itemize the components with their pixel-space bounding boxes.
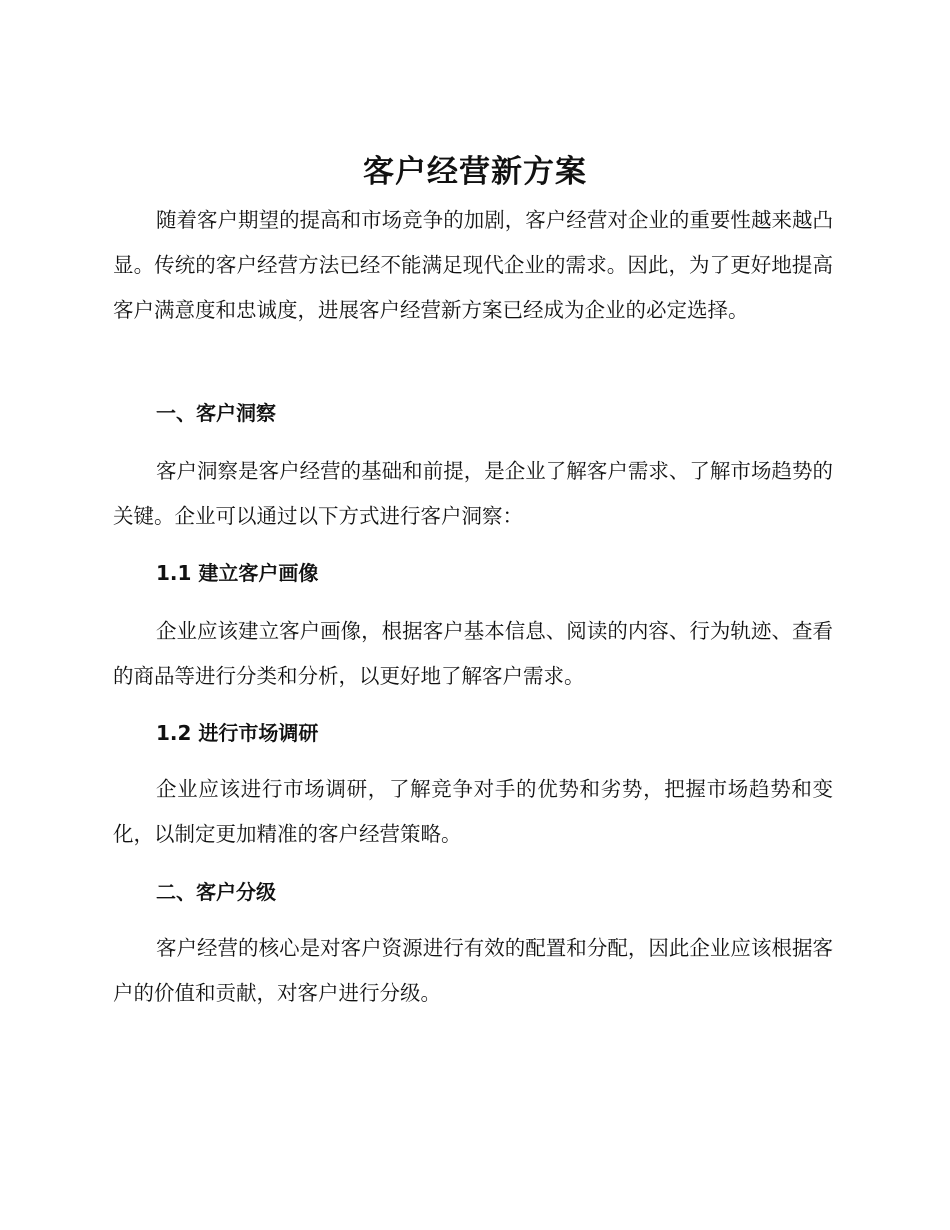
- subsection1-1-heading: 1.1 建立客户画像: [156, 561, 319, 585]
- subsection1-2-paragraph: 企业应该进行市场调研，了解竞争对手的优势和劣势，把握市场趋势和变化，以制定更加精准的客户经营策略。: [113, 777, 833, 846]
- section2-paragraph: 客户经营的核心是对客户资源进行有效的配置和分配，因此企业应该根据客户的价值和贡献，对客户进行分级。: [113, 936, 833, 1005]
- subsection1-1-paragraph: 企业应该建立客户画像，根据客户基本信息、阅读的内容、行为轨迹、查看的商品等进行分类和分析，以更好地了解客户需求。: [113, 619, 833, 688]
- intro-paragraph: 随着客户期望的提高和市场竞争的加剧，客户经营对企业的重要性越来越凸显。传统的客户经营方法已经不能满足现代企业的需求。因此，为了更好地提高客户满意度和忠诚度，进展客户经营新方案已经成为企业的必定选择。: [113, 208, 833, 322]
- document-title: 客户经营新方案: [363, 154, 587, 190]
- subsection1-2-heading: 1.2 进行市场调研: [156, 721, 319, 745]
- section2-heading: 二、客户分级: [156, 880, 276, 904]
- section1-paragraph: 客户洞察是客户经营的基础和前提，是企业了解客户需求、了解市场趋势的关键。企业可以通过以下方式进行客户洞察：: [113, 459, 833, 528]
- section1-heading: 一、客户洞察: [156, 401, 276, 425]
